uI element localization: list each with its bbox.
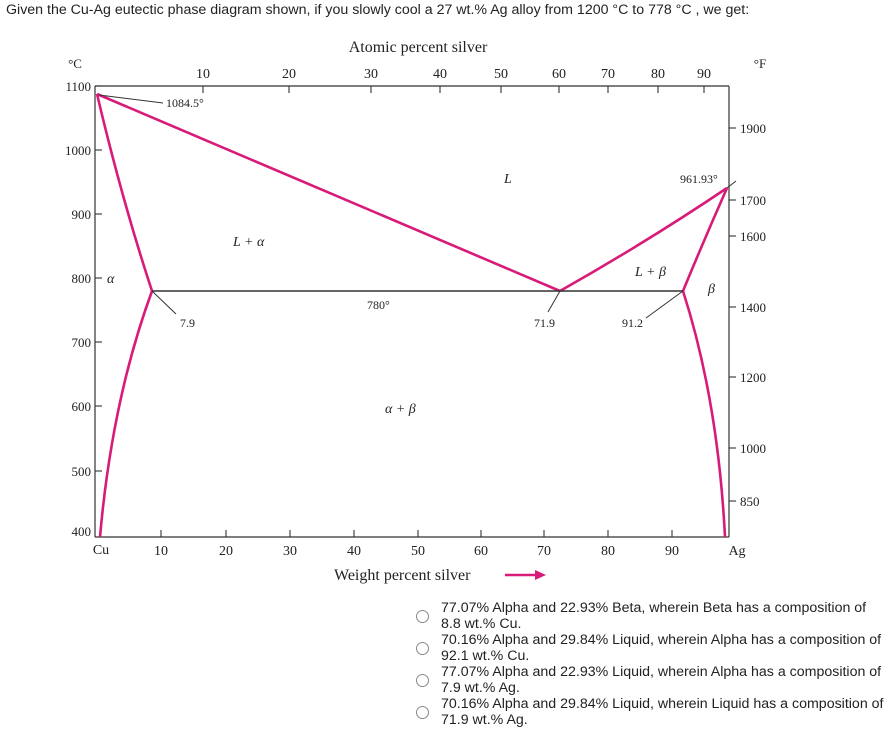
axis-ticks: [95, 86, 736, 537]
right-tick-label: 1400: [740, 300, 766, 315]
bottom-tick-label: 70: [537, 544, 551, 559]
left-tick-label: 1100: [65, 79, 91, 94]
beta-region-label: β: [708, 282, 715, 297]
right-tick-label: 850: [740, 494, 760, 509]
solvus-beta: [683, 291, 725, 537]
cu-ag-phase-diagram: [0, 28, 889, 588]
right-tick-label: 1900: [740, 121, 766, 136]
top-tick-label: 40: [433, 67, 447, 82]
left-tick-label: 800: [71, 271, 91, 286]
liquid-region-label: L: [504, 172, 512, 187]
ag-melt-label: 961.93°: [680, 172, 718, 186]
top-axis-title: Atomic percent silver: [348, 39, 488, 56]
bottom-tick-label: 50: [411, 544, 425, 559]
bottom-tick-label: 80: [601, 544, 615, 559]
radio-button[interactable]: [416, 706, 429, 719]
answer-option[interactable]: [416, 664, 889, 696]
liquidus-left: [97, 94, 560, 291]
l-beta-region-label: L + β: [635, 265, 666, 280]
top-tick-label: 50: [494, 67, 508, 82]
right-unit-label: °F: [753, 56, 767, 71]
alpha-region-label: α: [107, 272, 115, 287]
top-tick-label: 30: [364, 67, 378, 82]
left-unit-label: °C: [68, 56, 82, 71]
option-text: 77.07% Alpha and 22.93% Liquid, wherein Alpha has a composition of 7.9 wt.% Ag.: [441, 664, 882, 696]
solvus-alpha: [100, 291, 152, 537]
top-tick-label: 10: [196, 67, 210, 82]
solidus-alpha: [97, 94, 152, 291]
left-tick-label: 400: [71, 524, 91, 539]
cu-melt-label: 1084.5°: [166, 96, 204, 110]
radio-button[interactable]: [416, 674, 429, 687]
right-tick-label: 1000: [740, 441, 766, 456]
bottom-tick-label: 90: [665, 544, 679, 559]
option-text: 70.16% Alpha and 29.84% Liquid, wherein Alpha has a composition of 92.1 wt.% Cu.: [441, 632, 882, 664]
question-text: Given the Cu-Ag eutectic phase diagram shown, if you slowly cool a 27 wt.% Ag alloy from 1200 °C to 778 °C , we get:: [6, 2, 750, 18]
radio-button[interactable]: [416, 642, 429, 655]
answer-option[interactable]: [416, 632, 889, 664]
top-tick-label: 80: [651, 67, 665, 82]
answer-option[interactable]: [416, 696, 889, 728]
bottom-tick-label: 10: [154, 544, 168, 559]
radio-button[interactable]: [416, 610, 429, 623]
bottom-tick-label: 20: [219, 544, 233, 559]
left-tick-label: 1000: [65, 143, 91, 158]
top-tick-label: 60: [552, 67, 566, 82]
option-text: 77.07% Alpha and 22.93% Beta, wherein Beta has a composition of 8.8 wt.% Cu.: [441, 600, 867, 632]
answer-options: [416, 600, 889, 728]
left-tick-label: 500: [71, 464, 91, 479]
bottom-tick-label: 40: [347, 544, 361, 559]
bottom-right-label: Ag: [728, 544, 746, 559]
ag-melt-leader: [727, 181, 736, 188]
top-tick-label: 20: [282, 67, 296, 82]
eutectic-temp-label: 780°: [367, 298, 390, 312]
left-tick-label: 900: [71, 207, 91, 222]
l-alpha-region-label: L + α: [233, 235, 265, 250]
right-tick-label: 1200: [740, 370, 766, 385]
alpha-limit-leader: [152, 291, 176, 314]
top-tick-label: 70: [601, 67, 615, 82]
right-tick-label: 1700: [740, 193, 766, 208]
beta-limit-leader: [646, 291, 683, 318]
left-tick-label: 700: [71, 335, 91, 350]
alpha-beta-region-label: α + β: [385, 402, 416, 417]
right-tick-label: 1600: [740, 229, 766, 244]
bottom-tick-label: 30: [283, 544, 297, 559]
left-tick-label: 600: [71, 399, 91, 414]
bottom-axis-title: Weight percent silver: [334, 567, 471, 584]
eutectic-leader: [548, 291, 560, 312]
bottom-tick-label: 60: [474, 544, 488, 559]
top-tick-label: 90: [697, 67, 711, 82]
option-text: 70.16% Alpha and 29.84% Liquid, wherein Liquid has a composition of 71.9 wt.% Ag.: [441, 696, 884, 728]
axis-frame: [95, 86, 729, 537]
alpha-limit-label: 7.9: [180, 316, 195, 330]
eutectic-comp-label: 71.9: [534, 316, 555, 330]
bottom-left-label: Cu: [92, 543, 110, 558]
right-arrow-icon: [505, 570, 546, 580]
answer-option[interactable]: [416, 600, 889, 632]
beta-limit-label: 91.2: [622, 316, 643, 330]
